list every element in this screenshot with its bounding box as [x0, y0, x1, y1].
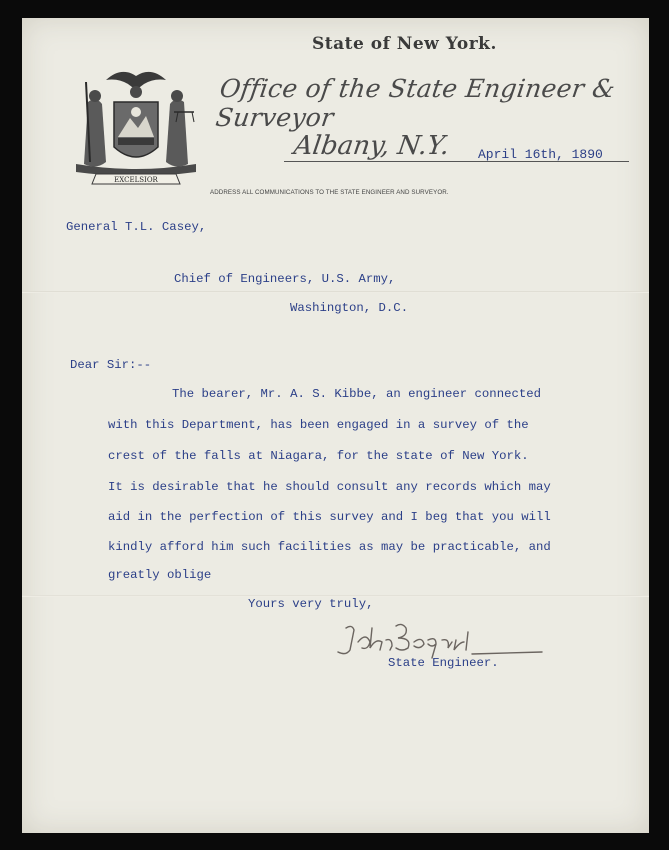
closing: Yours very truly,	[248, 597, 374, 611]
letterhead-office: Office of the State Engineer & Surveyor	[213, 74, 618, 132]
address-note: ADDRESS ALL COMMUNICATIONS TO THE STATE ENGINEER AND SURVEYOR.	[210, 189, 449, 196]
signature-icon	[332, 618, 552, 660]
signer-title: State Engineer.	[388, 656, 499, 670]
body-line: The bearer, Mr. A. S. Kibbe, an engineer connected	[172, 387, 541, 401]
body-line: It is desirable that he should consult any records which may	[108, 480, 551, 494]
recipient-city: Washington, D.C.	[290, 301, 409, 315]
recipient-title: Chief of Engineers, U.S. Army,	[174, 272, 396, 286]
body-line: aid in the perfection of this survey and I beg that you will	[108, 510, 551, 524]
recipient-name: General T.L. Casey,	[66, 220, 207, 234]
salutation: Dear Sir:--	[70, 358, 152, 372]
paper-fold	[22, 291, 649, 293]
body-line: greatly oblige	[108, 568, 212, 582]
body-line: kindly afford him such facilities as may be practicable, and	[108, 540, 551, 554]
state-seal-icon	[66, 52, 206, 197]
body-line: with this Department, has been engaged in a survey of the	[108, 418, 529, 432]
letterhead-state: State of New York.	[312, 34, 497, 54]
letterhead-place: Albany, N.Y.	[291, 131, 452, 161]
body-line: crest of the falls at Niagara, for the state of New York.	[108, 449, 529, 463]
seal-motto: EXCELSIOR	[114, 176, 158, 184]
letter-sheet	[22, 18, 649, 833]
letter-date: April 16th, 1890	[478, 147, 603, 162]
